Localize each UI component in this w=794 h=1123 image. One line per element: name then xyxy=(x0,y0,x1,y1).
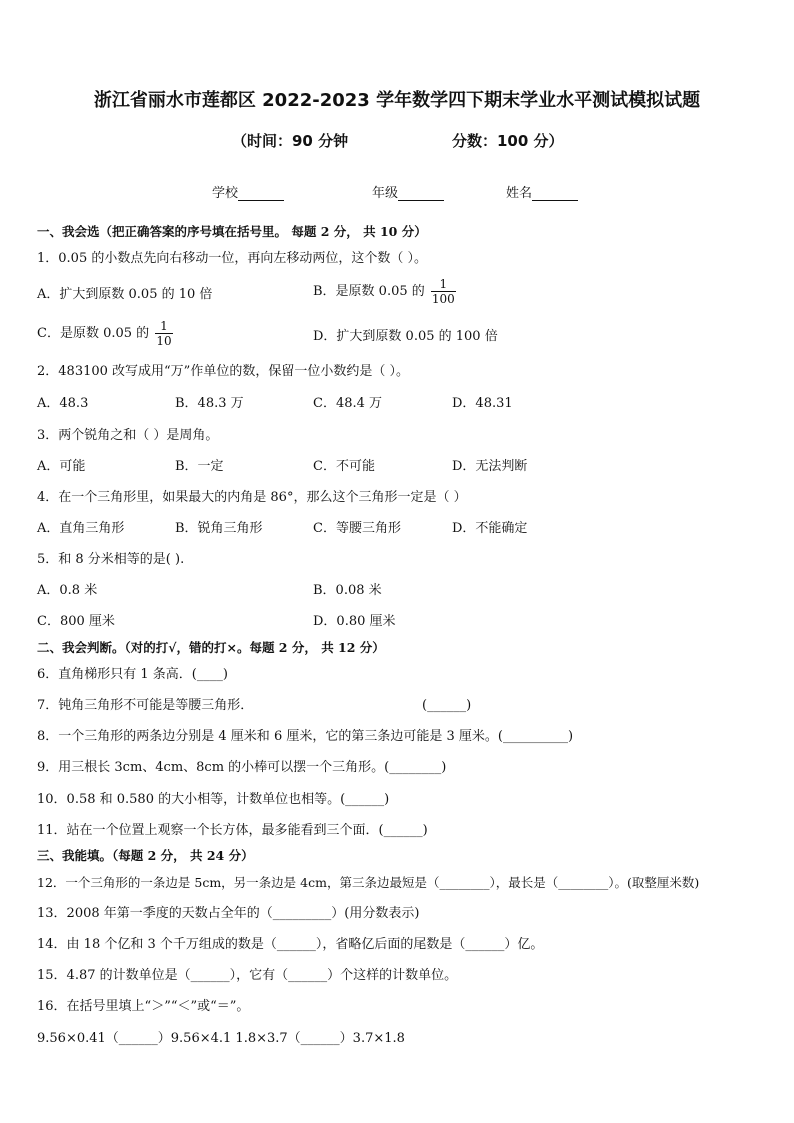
name-field xyxy=(506,182,578,201)
question-16: 16．在括号里填上“＞”“＜”或“＝”。 xyxy=(37,999,250,1014)
question-1-option-b[interactable] xyxy=(313,277,456,306)
question-5-option-b[interactable]: B．0.08 米 xyxy=(313,583,382,598)
question-4-option-d[interactable]: D．不能确定 xyxy=(452,521,528,536)
question-10: 10．0.58 和 0.580 的大小相等，计数单位也相等。(______) xyxy=(37,792,390,807)
question-7: 7．钝角三角形不可能是等腰三角形． xyxy=(37,698,254,713)
question-8: 8．一个三角形的两条边分别是 4 厘米和 6 厘米，它的第三条边可能是 3 厘米。(__________) xyxy=(37,729,574,744)
question-3-option-b[interactable]: B．一定 xyxy=(175,459,224,474)
question-2-option-c[interactable]: C．48.4 万 xyxy=(313,396,383,411)
question-2-option-d[interactable]: D．48.31 xyxy=(452,396,513,411)
fraction-denominator: 100 xyxy=(431,292,455,306)
question-4-stem: 4．在一个三角形里，如果最大的内角是 86°，那么这个三角形一定是（ ） xyxy=(37,490,467,505)
question-5-option-c[interactable]: C．800 厘米 xyxy=(37,614,115,629)
total-score: 分数：100 分） xyxy=(452,132,564,150)
question-5-stem: 5．和 8 分米相等的是( ). xyxy=(37,552,185,567)
grade-field xyxy=(372,182,444,201)
question-3-option-a[interactable]: A．可能 xyxy=(37,459,86,474)
question-1-option-c[interactable] xyxy=(37,319,173,348)
question-14: 14．由 18 个亿和 3 个千万组成的数是（______），省略亿后面的尾数是（______）亿。 xyxy=(37,937,544,952)
question-2-option-b[interactable]: B．48.3 万 xyxy=(175,396,244,411)
question-15: 15．4.87 的计数单位是（______），它有（______）个这样的计数单位。 xyxy=(37,968,458,983)
grade-blank[interactable] xyxy=(398,186,444,201)
question-3-option-d[interactable]: D．无法判断 xyxy=(452,459,528,474)
question-2-stem: 2．483100 改写成用“万”作单位的数，保留一位小数约是（ ）。 xyxy=(37,364,409,379)
question-5-option-d[interactable]: D．0.80 厘米 xyxy=(313,614,396,629)
question-4-option-b[interactable]: B．锐角三角形 xyxy=(175,521,263,536)
school-field xyxy=(212,182,284,201)
name-blank[interactable] xyxy=(532,186,578,201)
section-1-heading: 一、我会选（把正确答案的序号填在括号里。 每题 2 分， 共 10 分） xyxy=(37,224,427,239)
fraction-1-10 xyxy=(155,319,172,348)
question-2-option-a[interactable]: A．48.3 xyxy=(37,396,89,411)
time-limit: （时间：90 分钟 xyxy=(232,132,349,150)
question-16-items: 9.56×0.41（______）9.56×4.1 1.8×3.7（______）3.7×1.8 xyxy=(37,1031,405,1046)
school-blank[interactable] xyxy=(238,186,284,201)
section-2-heading: 二、我会判断。（对的打√，错的打×。每题 2 分， 共 12 分） xyxy=(37,640,385,655)
question-5-option-a[interactable]: A．0.8 米 xyxy=(37,583,98,598)
question-4-option-a[interactable]: A．直角三角形 xyxy=(37,521,125,536)
fraction-numerator: 1 xyxy=(439,277,448,291)
question-3-option-c[interactable]: C．不可能 xyxy=(313,459,375,474)
school-label: 学校 xyxy=(212,186,239,201)
question-1-stem: 1．0.05 的小数点先向右移动一位，再向左移动两位，这个数（ ）。 xyxy=(37,251,427,266)
question-4-option-c[interactable]: C．等腰三角形 xyxy=(313,521,401,536)
option-c-text: C．是原数 0.05 的 xyxy=(37,326,150,341)
name-label: 姓名 xyxy=(506,186,533,201)
question-7-answer-blank[interactable]: (______) xyxy=(422,698,472,713)
fraction-numerator: 1 xyxy=(160,319,168,333)
question-1-option-d[interactable]: D．扩大到原数 0.05 的 100 倍 xyxy=(313,329,498,344)
fraction-denominator: 10 xyxy=(156,334,172,348)
question-6: 6．直角梯形只有 1 条高．(____) xyxy=(37,667,228,682)
question-11: 11．站在一个位置上观察一个长方体，最多能看到三个面．(______) xyxy=(37,823,428,838)
exam-title: 浙江省丽水市莲都区 2022-2023 学年数学四下期末学业水平测试模拟试题 xyxy=(93,90,701,111)
option-b-text: B．是原数 0.05 的 xyxy=(313,284,425,299)
question-9: 9．用三根长 3cm、4cm、8cm 的小棒可以摆一个三角形。(________) xyxy=(37,760,447,775)
section-3-heading: 三、我能填。（每题 2 分， 共 24 分） xyxy=(37,848,254,863)
grade-label: 年级 xyxy=(372,186,399,201)
question-13: 13．2008 年第一季度的天数占全年的（_________）(用分数表示) xyxy=(37,906,420,921)
question-12: 12．一个三角形的一条边是 5cm，另一条边是 4cm，第三条边最短是（________），最长是（________）。(取整厘米数) xyxy=(37,875,700,890)
question-1-option-a[interactable]: A．扩大到原数 0.05 的 10 倍 xyxy=(37,287,213,302)
fraction-1-100 xyxy=(431,277,456,306)
question-3-stem: 3．两个锐角之和（ ）是周角。 xyxy=(37,428,219,443)
